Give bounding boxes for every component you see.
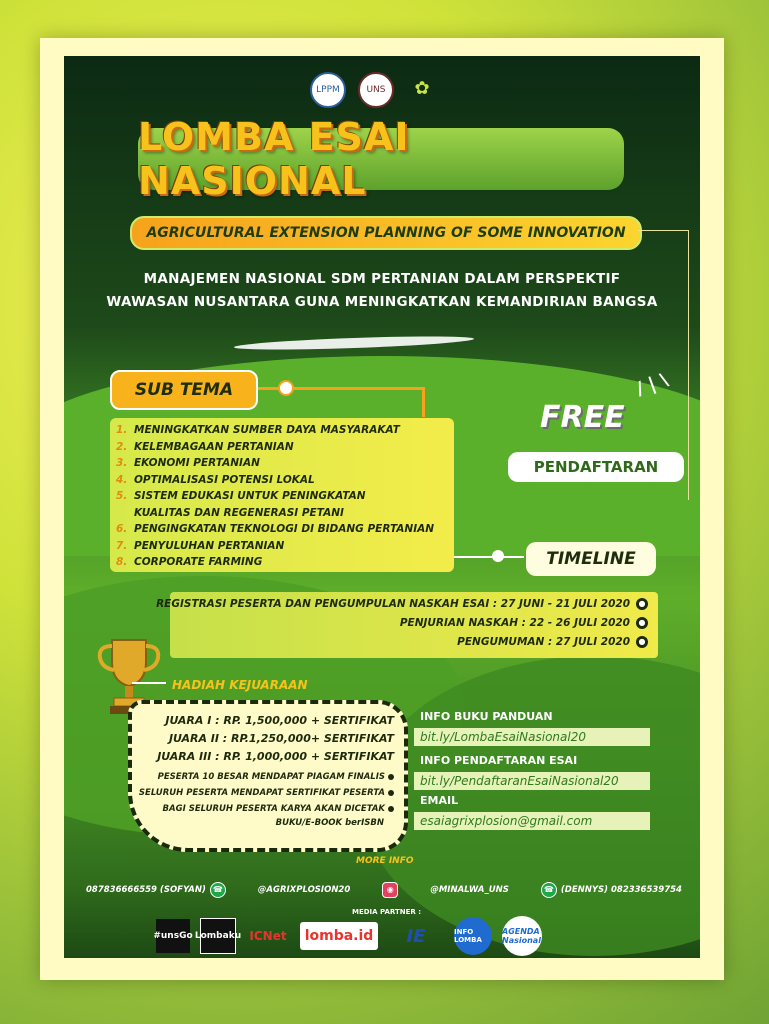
partner-logo-unsgo: #unsGo — [156, 919, 190, 953]
timeline-box — [156, 592, 658, 658]
hadiah-title: HADIAH KEJUARAAN — [172, 678, 308, 692]
list-item — [116, 521, 454, 538]
list-item — [116, 422, 454, 439]
bullet-icon — [388, 806, 394, 812]
list-item — [116, 439, 454, 456]
email-label: EMAIL — [420, 794, 459, 807]
burst-icon: / | \ — [633, 369, 671, 400]
item-text: KELEMBAGAAN PERTANIAN — [134, 440, 294, 453]
list-item — [116, 538, 454, 555]
connector-line — [132, 682, 166, 684]
contact-text: @MINALWA_UNS — [430, 885, 509, 895]
timeline-text: REGISTRASI PESERTA DAN PENGUMPULAN NASKAH ESAI : 27 JUNI - 21 JULI 2020 — [156, 598, 630, 610]
item-text: MENINGKATKAN SUMBER DAYA MASYARAKAT — [134, 424, 400, 436]
more-info-label: MORE INFO — [356, 856, 414, 866]
partner-logo-ie: IE — [406, 925, 426, 947]
contact-text: @AGRIXPLOSION20 — [257, 885, 351, 895]
list-item-continuation — [116, 505, 454, 522]
connector-dot — [278, 380, 294, 396]
item-text: CORPORATE FARMING — [134, 556, 263, 568]
prize-note: BUKU/E-BOOK berISBN — [275, 818, 384, 828]
contact-ig-agrixplosion[interactable] — [258, 885, 350, 895]
logo-row — [310, 72, 438, 108]
contact-row — [86, 882, 682, 898]
subtema-list — [110, 418, 454, 572]
calendar-icon: ● — [636, 617, 648, 629]
note-text: SELURUH PESERTA MENDAPAT SERTIFIKAT PESERTA — [138, 788, 385, 798]
info-daftar-label: INFO PENDAFTARAN ESAI — [420, 754, 578, 767]
media-partner-label: MEDIA PARTNER : — [352, 908, 422, 916]
item-text: OPTIMALISASI POTENSI LOKAL — [134, 473, 315, 486]
timeline-row — [156, 598, 646, 610]
theme-line: WAWASAN NUSANTARA GUNA MENINGKATKAN KEMANDIRIAN BANGSA — [106, 294, 658, 310]
bullet-icon — [388, 790, 394, 796]
whatsapp-icon: ☎ — [210, 882, 226, 898]
item-number: 7. — [116, 539, 128, 552]
partner-logo-lombaku: Lombaku — [200, 918, 236, 954]
subtitle: AGRICULTURAL EXTENSION PLANNING OF SOME INNOVATION — [146, 225, 626, 241]
partner-logo-lombaid: lomba.id — [300, 922, 378, 950]
prize-note — [158, 772, 394, 782]
prize-note — [163, 804, 394, 814]
pendaftaran-text: PENDAFTARAN — [533, 458, 659, 476]
contact-ig-minalwa[interactable] — [430, 885, 509, 895]
item-number: 4. — [116, 473, 128, 486]
pendaftaran-badge — [508, 452, 684, 482]
title-banner — [138, 115, 624, 203]
item-text: SISTEM EDUKASI UNTUK PENINGKATAN — [134, 490, 366, 502]
note-text: BAGI SELURUH PESERTA KARYA AKAN DICETAK — [162, 804, 385, 814]
timeline-label-text: TIMELINE — [546, 549, 636, 569]
item-number: 2. — [116, 440, 128, 453]
prize-row: JUARA II : RP.1,250,000+ SERTIFIKAT — [168, 732, 394, 745]
connector-dot — [492, 550, 504, 562]
partner-logo-agenda-nasional: AGENDA Nasional — [502, 916, 542, 956]
item-number: 6. — [116, 523, 128, 535]
page-title: LOMBA ESAI NASIONAL — [138, 115, 410, 203]
subtitle-banner — [130, 216, 642, 250]
main-theme — [94, 268, 670, 314]
contact-wa-sofyan[interactable] — [86, 882, 230, 898]
list-item — [116, 554, 454, 571]
item-number: 3. — [116, 457, 128, 469]
calendar-icon: ● — [636, 598, 648, 610]
partner-logo-icnet: ICNet — [249, 929, 287, 943]
info-buku-label: INFO BUKU PANDUAN — [420, 710, 553, 723]
item-text: PENYULUHAN PERTANIAN — [134, 539, 285, 552]
note-text: PESERTA 10 BESAR MENDAPAT PIAGAM FINALIS — [157, 772, 385, 782]
item-text: EKONOMI PERTANIAN — [134, 457, 260, 469]
email-link[interactable] — [414, 812, 650, 830]
lppm-logo: LPPM — [310, 72, 346, 108]
info-daftar-link[interactable] — [414, 772, 650, 790]
theme-line: MANAJEMEN NASIONAL SDM PERTANIAN DALAM PERSPEKTIF — [143, 271, 621, 287]
list-item — [116, 455, 454, 472]
link-text[interactable]: bit.ly/PendaftaranEsaiNasional20 — [420, 774, 619, 788]
bullet-icon — [388, 774, 394, 780]
free-word: FREE — [540, 400, 625, 435]
item-number: 1. — [116, 424, 128, 436]
timeline-row — [399, 617, 646, 629]
prize-row: JUARA III : RP. 1,000,000 + SERTIFIKAT — [157, 750, 394, 763]
whatsapp-icon: ☎ — [541, 882, 557, 898]
subtema-label — [110, 370, 258, 410]
instagram-icon: ◉ — [382, 882, 398, 898]
divider — [638, 230, 688, 231]
calendar-icon: ● — [636, 636, 648, 648]
contact-wa-dennys[interactable] — [537, 882, 682, 898]
agri-logo: ✿ — [414, 77, 430, 99]
email-text[interactable]: esaiagrixplosion@gmail.com — [420, 814, 593, 828]
contact-text: (DENNYS) 082336539754 — [560, 885, 682, 895]
prize-box — [128, 700, 408, 852]
subtema-label-text: SUB TEMA — [134, 380, 234, 400]
poster — [64, 56, 700, 958]
partner-logo-infolomba: INFO LOMBA — [454, 917, 492, 955]
item-text: PENGINGKATAN TEKNOLOGI DI BIDANG PERTANIAN — [134, 523, 435, 535]
item-text: KUALITAS DAN REGENERASI PETANI — [134, 506, 344, 519]
contact-text: 087836666559 (SOFYAN) — [86, 885, 206, 895]
prize-row: JUARA I : RP. 1,500,000 + SERTIFIKAT — [165, 714, 394, 727]
list-item — [116, 488, 454, 505]
list-item — [116, 472, 454, 489]
timeline-row — [457, 636, 646, 648]
item-number: 5. — [116, 490, 128, 502]
uns-logo: UNS — [358, 72, 394, 108]
timeline-text: PENGUMUMAN : 27 JULI 2020 — [457, 636, 630, 648]
item-number: 8. — [116, 556, 128, 568]
info-buku-link[interactable] — [414, 728, 650, 746]
timeline-label — [526, 542, 656, 576]
connector-line — [454, 556, 524, 558]
timeline-text: PENJURIAN NASKAH : 22 - 26 JULI 2020 — [399, 617, 630, 629]
prize-note — [139, 788, 394, 798]
divider — [688, 230, 689, 500]
swoosh-decoration — [234, 334, 474, 352]
link-text[interactable]: bit.ly/LombaEsaiNasional20 — [420, 730, 586, 744]
media-partner-row — [153, 916, 542, 956]
connector-line — [422, 387, 425, 417]
